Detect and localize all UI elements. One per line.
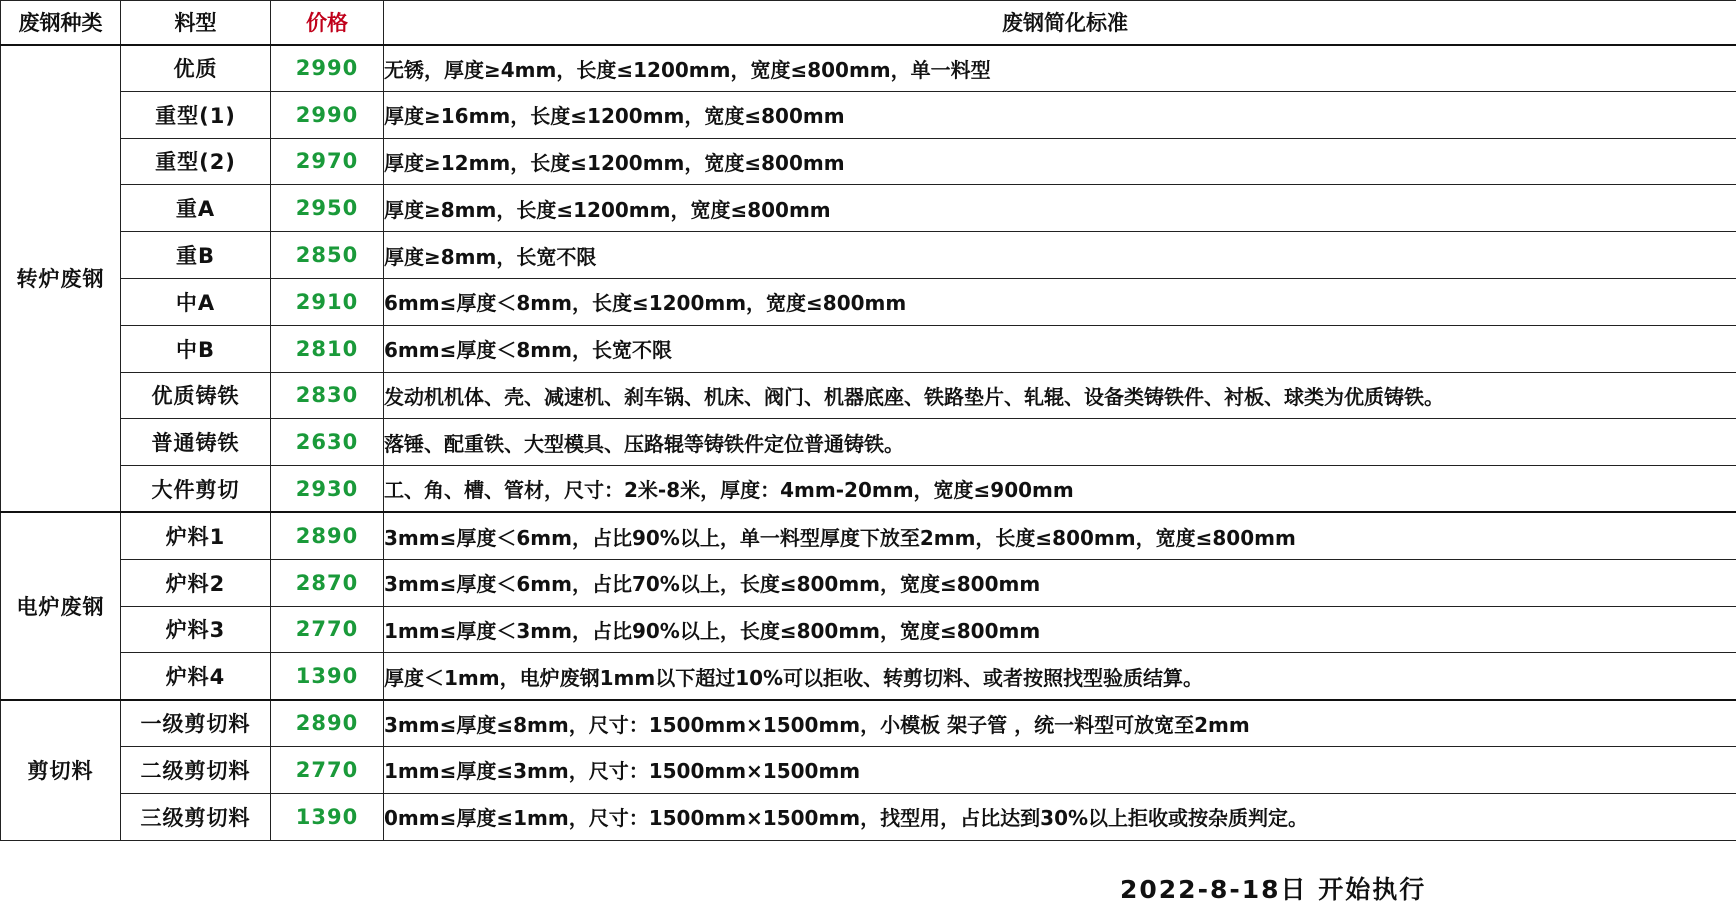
header-standard: 废钢简化标准 xyxy=(384,1,1736,45)
standard-cell: 3mm≤厚度＜6mm，占比90%以上，单一料型厚度下放至2mm，长度≤800mm，宽度≤800mm xyxy=(384,512,1736,559)
grade-cell: 大件剪切 xyxy=(121,466,271,513)
category-cell-electric: 电炉废钢 xyxy=(1,512,121,699)
standard-cell: 1mm≤厚度＜3mm，占比90%以上，长度≤800mm，宽度≤800mm xyxy=(384,606,1736,653)
grade-cell: 优质 xyxy=(121,45,271,92)
price-cell: 2810 xyxy=(271,325,384,372)
grade-cell: 优质铸铁 xyxy=(121,372,271,419)
category-cell-shearing: 剪切料 xyxy=(1,700,121,840)
standard-cell: 6mm≤厚度＜8mm，长宽不限 xyxy=(384,325,1736,372)
table-row xyxy=(1,91,1736,138)
category-cell-converter: 转炉废钢 xyxy=(1,45,121,513)
price-cell: 2990 xyxy=(271,45,384,92)
grade-cell: 一级剪切料 xyxy=(121,700,271,747)
standard-cell: 厚度≥12mm，长度≤1200mm，宽度≤800mm xyxy=(384,138,1736,185)
standard-cell: 厚度≥16mm，长度≤1200mm，宽度≤800mm xyxy=(384,91,1736,138)
standard-cell: 无锈，厚度≥4mm，长度≤1200mm，宽度≤800mm，单一料型 xyxy=(384,45,1736,92)
price-cell: 2630 xyxy=(271,419,384,466)
header-row xyxy=(1,1,1736,45)
header-category: 废钢种类 xyxy=(1,1,121,45)
standard-cell: 落锤、配重铁、大型模具、压路辊等铸铁件定位普通铸铁。 xyxy=(384,419,1736,466)
price-cell: 2970 xyxy=(271,138,384,185)
table-row xyxy=(1,466,1736,513)
table-row xyxy=(1,419,1736,466)
standard-cell: 厚度≥8mm，长宽不限 xyxy=(384,232,1736,279)
price-cell: 2870 xyxy=(271,559,384,606)
header-price: 价格 xyxy=(271,1,384,45)
price-cell: 2850 xyxy=(271,232,384,279)
table-row xyxy=(1,45,1736,92)
grade-cell: 炉料3 xyxy=(121,606,271,653)
grade-cell: 重A xyxy=(121,185,271,232)
grade-cell: 三级剪切料 xyxy=(121,793,271,840)
grade-cell: 二级剪切料 xyxy=(121,746,271,793)
table-row xyxy=(1,372,1736,419)
price-cell: 2770 xyxy=(271,606,384,653)
price-cell: 2890 xyxy=(271,700,384,747)
grade-cell: 中A xyxy=(121,278,271,325)
table-row xyxy=(1,138,1736,185)
table-row xyxy=(1,185,1736,232)
table-row xyxy=(1,793,1736,840)
grade-cell: 普通铸铁 xyxy=(121,419,271,466)
table-row xyxy=(1,559,1736,606)
standard-cell: 6mm≤厚度＜8mm，长度≤1200mm，宽度≤800mm xyxy=(384,278,1736,325)
grade-cell: 重型(1) xyxy=(121,91,271,138)
standard-cell: 3mm≤厚度＜6mm，占比70%以上，长度≤800mm，宽度≤800mm xyxy=(384,559,1736,606)
grade-cell: 炉料2 xyxy=(121,559,271,606)
price-cell: 2950 xyxy=(271,185,384,232)
table-row xyxy=(1,232,1736,279)
price-cell: 1390 xyxy=(271,653,384,700)
standard-cell: 发动机机体、壳、减速机、刹车锅、机床、阀门、机器底座、铁路垫片、轧辊、设备类铸铁件、衬板、球类为优质铸铁。 xyxy=(384,372,1736,419)
grade-cell: 中B xyxy=(121,325,271,372)
price-cell: 2930 xyxy=(271,466,384,513)
standard-cell: 厚度＜1mm，电炉废钢1mm以下超过10%可以拒收、转剪切料、或者按照找型验质结算。 xyxy=(384,653,1736,700)
table-row xyxy=(1,606,1736,653)
header-grade: 料型 xyxy=(121,1,271,45)
price-cell: 2770 xyxy=(271,746,384,793)
table-row xyxy=(1,746,1736,793)
table-row xyxy=(1,278,1736,325)
price-cell: 2990 xyxy=(271,91,384,138)
standard-cell: 工、角、槽、管材，尺寸：2米-8米，厚度：4mm-20mm，宽度≤900mm xyxy=(384,466,1736,513)
price-cell: 2890 xyxy=(271,512,384,559)
grade-cell: 炉料1 xyxy=(121,512,271,559)
table-row xyxy=(1,700,1736,747)
effective-date-note: 2022-8-18日 开始执行 xyxy=(1120,875,1427,904)
grade-cell: 重型(2) xyxy=(121,138,271,185)
table-row xyxy=(1,325,1736,372)
grade-cell: 炉料4 xyxy=(121,653,271,700)
table-row xyxy=(1,653,1736,700)
standard-cell: 厚度≥8mm，长度≤1200mm，宽度≤800mm xyxy=(384,185,1736,232)
price-cell: 1390 xyxy=(271,793,384,840)
price-cell: 2910 xyxy=(271,278,384,325)
standard-cell: 3mm≤厚度≤8mm，尺寸：1500mm×1500mm，小模板 架子管 ，统一料型可放宽至2mm xyxy=(384,700,1736,747)
price-cell: 2830 xyxy=(271,372,384,419)
standard-cell: 0mm≤厚度≤1mm，尺寸：1500mm×1500mm，找型用，占比达到30%以上拒收或按杂质判定。 xyxy=(384,793,1736,840)
standard-cell: 1mm≤厚度≤3mm，尺寸：1500mm×1500mm xyxy=(384,746,1736,793)
table-row xyxy=(1,512,1736,559)
grade-cell: 重B xyxy=(121,232,271,279)
